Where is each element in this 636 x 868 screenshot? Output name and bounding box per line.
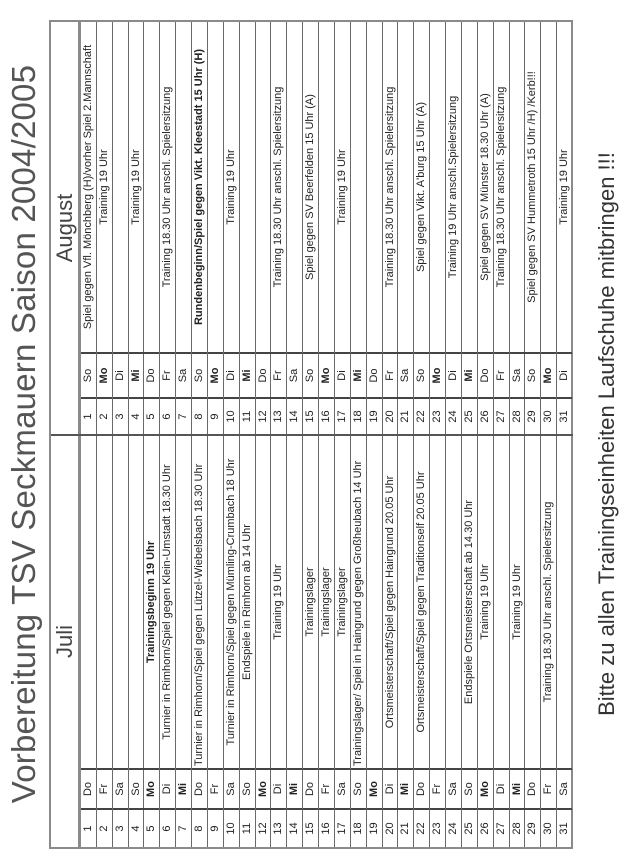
- day-number: 25: [462, 808, 477, 847]
- day-of-week: Do: [81, 768, 96, 808]
- day-of-week: Mi: [351, 352, 366, 397]
- day-of-week: Do: [303, 768, 318, 808]
- day-number: 9: [208, 808, 223, 847]
- month-juli: [51, 434, 573, 847]
- table-row: [478, 436, 494, 847]
- day-number: 3: [113, 397, 128, 434]
- day-number: 18: [351, 808, 366, 847]
- day-number: 20: [383, 397, 398, 434]
- event-text: [446, 436, 461, 768]
- event-text: Trainingslager: [304, 567, 317, 637]
- table-row: [113, 436, 129, 847]
- day-number: 5: [144, 397, 159, 434]
- event-text: Training 18.30 Uhr anschl. Spielersitzung: [272, 86, 285, 288]
- table-row: [525, 436, 541, 847]
- event-text: [144, 22, 159, 352]
- day-number: 16: [319, 808, 334, 847]
- day-of-week: So: [303, 352, 318, 397]
- event-text: Endspiele Ortsmeisterschaft ab 14.30 Uhr: [462, 499, 475, 705]
- event-text: Turnier in Rimhorn/Spiel gegen Klein-Umstadt 18.30 Uhr: [161, 464, 174, 740]
- event-text: Turnier in Rimhorn/Spiel gegen Lützel-Wiebelsbach 18.30 Uhr: [193, 463, 206, 766]
- table-row: [192, 22, 208, 434]
- table-row: [319, 436, 335, 847]
- day-number: 6: [160, 397, 175, 434]
- event-text: [398, 436, 413, 768]
- table-row: [367, 22, 383, 434]
- day-number: 30: [541, 397, 556, 434]
- event-text: [462, 22, 477, 352]
- day-number: 23: [430, 397, 445, 434]
- day-number: 11: [240, 808, 255, 847]
- day-number: 29: [525, 808, 540, 847]
- day-number: 28: [510, 397, 525, 434]
- event-text: Training 19 Uhr: [97, 149, 110, 225]
- event-text: [81, 436, 96, 768]
- day-of-week: Mi: [176, 768, 191, 808]
- day-number: 1: [81, 397, 96, 434]
- day-of-week: So: [240, 768, 255, 808]
- table-row: [144, 22, 160, 434]
- table-row: [510, 436, 526, 847]
- day-number: 18: [351, 397, 366, 434]
- day-number: 21: [398, 808, 413, 847]
- day-of-week: Mi: [129, 352, 144, 397]
- event-text: Trainingsbeginn 19 Uhr: [145, 540, 158, 664]
- rows-august: [81, 22, 573, 434]
- table-row: [319, 22, 335, 434]
- day-of-week: Do: [525, 768, 540, 808]
- event-text: [176, 436, 191, 768]
- table-row: [287, 436, 303, 847]
- event-text: [256, 22, 271, 352]
- table-row: [176, 22, 192, 434]
- day-number: 27: [494, 808, 509, 847]
- day-number: 24: [446, 808, 461, 847]
- day-of-week: So: [525, 352, 540, 397]
- table-row: [129, 22, 145, 434]
- event-text: Training 19 Uhr: [335, 149, 348, 225]
- table-row: [462, 436, 478, 847]
- event-text: [510, 22, 525, 352]
- table-row: [208, 436, 224, 847]
- event-text: Spiel gegen Vfl. Mönchberg (H)/vorher Spiel 2.Mannschaft: [82, 44, 94, 330]
- day-number: 2: [97, 808, 112, 847]
- day-number: 20: [383, 808, 398, 847]
- month-name: August: [52, 193, 77, 263]
- day-of-week: Do: [144, 352, 159, 397]
- event-text: Training 19 Uhr: [224, 149, 237, 225]
- day-of-week: Sa: [113, 768, 128, 808]
- day-number: 12: [256, 808, 271, 847]
- day-of-week: Mi: [287, 768, 302, 808]
- day-of-week: Mo: [144, 768, 159, 808]
- day-number: 21: [398, 397, 413, 434]
- table-row: [494, 22, 510, 434]
- table-row: [224, 22, 240, 434]
- day-of-week: So: [81, 352, 96, 397]
- day-number: 3: [113, 808, 128, 847]
- day-of-week: Fr: [160, 352, 175, 397]
- day-of-week: Sa: [287, 352, 302, 397]
- table-row: [398, 22, 414, 434]
- day-of-week: Fr: [430, 768, 445, 808]
- event-text: [176, 22, 191, 352]
- event-text: Training 18.30 Uhr anschl. Spielersitzung: [542, 501, 555, 703]
- day-of-week: Di: [446, 352, 461, 397]
- day-number: 10: [224, 397, 239, 434]
- day-number: 26: [478, 808, 493, 847]
- day-of-week: Mo: [430, 352, 445, 397]
- event-text: [525, 436, 540, 768]
- table-row: [271, 436, 287, 847]
- table-row: [271, 22, 287, 434]
- event-text: [256, 436, 271, 768]
- event-text: [129, 436, 144, 768]
- event-text: [430, 22, 445, 352]
- day-of-week: Sa: [335, 768, 350, 808]
- table-row: [510, 22, 526, 434]
- table-row: [430, 436, 446, 847]
- event-text: Training 19 Uhr: [478, 564, 491, 640]
- event-text: Training 19 Uhr: [558, 149, 571, 225]
- table-row: [414, 436, 430, 847]
- day-number: 22: [414, 808, 429, 847]
- day-of-week: Mo: [319, 352, 334, 397]
- day-of-week: So: [414, 352, 429, 397]
- event-text: [97, 436, 112, 768]
- table-row: [367, 436, 383, 847]
- day-of-week: Sa: [176, 352, 191, 397]
- table-row: [557, 436, 573, 847]
- day-number: 9: [208, 397, 223, 434]
- event-text: [287, 22, 302, 352]
- event-text: [494, 436, 509, 768]
- table-row: [541, 436, 557, 847]
- table-row: [81, 436, 97, 847]
- day-number: 1: [81, 808, 96, 847]
- day-of-week: Di: [557, 352, 572, 397]
- event-text: Trainingslager: [335, 567, 348, 637]
- schedule-table: [49, 20, 573, 849]
- event-text: Spiel gegen SV Beerfelden 15 Uhr (A): [304, 94, 317, 280]
- event-text: Trainingslager: [320, 567, 333, 637]
- day-of-week: Di: [160, 768, 175, 808]
- day-of-week: Di: [335, 352, 350, 397]
- event-text: [430, 436, 445, 768]
- day-number: 8: [192, 397, 207, 434]
- day-of-week: Mi: [240, 352, 255, 397]
- day-of-week: Fr: [208, 768, 223, 808]
- table-row: [176, 436, 192, 847]
- event-text: [240, 22, 255, 352]
- page-title: Vorbereitung TSV Seckmauern Saison 2004/2005: [5, 64, 42, 804]
- day-of-week: So: [129, 768, 144, 808]
- table-row: [160, 22, 176, 434]
- day-number: 17: [335, 808, 350, 847]
- day-of-week: Mo: [541, 352, 556, 397]
- day-of-week: Mo: [478, 768, 493, 808]
- day-of-week: Mi: [510, 768, 525, 808]
- table-row: [430, 22, 446, 434]
- table-row: [81, 22, 97, 434]
- table-row: [97, 22, 113, 434]
- table-row: [256, 22, 272, 434]
- day-of-week: Fr: [97, 768, 112, 808]
- day-number: 29: [525, 397, 540, 434]
- event-text: [367, 22, 382, 352]
- table-row: [256, 436, 272, 847]
- event-text: Rundenbeginn/Spiel gegen Vikt. Kleestadt 15 Uhr (H): [193, 48, 206, 326]
- event-text: [113, 22, 128, 352]
- day-of-week: Di: [224, 352, 239, 397]
- day-number: 10: [224, 808, 239, 847]
- event-text: Training 18.30 Uhr anschl. Spielersitzung: [161, 86, 174, 288]
- day-of-week: Fr: [271, 352, 286, 397]
- day-number: 6: [160, 808, 175, 847]
- day-number: 23: [430, 808, 445, 847]
- table-row: [303, 22, 319, 434]
- event-text: [367, 436, 382, 768]
- event-text: Spiel gegen Vikt. A'burg 15 Uhr (A): [415, 101, 428, 273]
- event-text: Training 18.30 Uhr anschl. Spielersitzung: [494, 86, 507, 288]
- day-of-week: Fr: [319, 768, 334, 808]
- table-row: [541, 22, 557, 434]
- day-of-week: Mo: [256, 768, 271, 808]
- event-text: Training 19 Uhr: [510, 564, 523, 640]
- month-august: [51, 22, 573, 434]
- day-of-week: Mo: [367, 768, 382, 808]
- day-of-week: Do: [478, 352, 493, 397]
- event-text: Spiel gegen SV Münster 18.30 Uhr (A): [478, 93, 491, 281]
- day-of-week: Do: [256, 352, 271, 397]
- event-text: Ortsmeisterschaft/Spiel gegen Traditionself 20.05 Uhr: [415, 471, 428, 733]
- rows-juli: [81, 436, 573, 847]
- day-of-week: Sa: [398, 352, 413, 397]
- event-text: Endspiele in Rimhorn ab 14 Uhr: [240, 524, 253, 680]
- event-text: Spiel gegen SV Hummetroth 15 Uhr /H) /Kerb!!!: [526, 71, 539, 303]
- day-number: 31: [557, 808, 572, 847]
- day-number: 30: [541, 808, 556, 847]
- day-number: 7: [176, 808, 191, 847]
- day-of-week: Sa: [224, 768, 239, 808]
- event-text: [557, 436, 572, 768]
- table-row: [398, 436, 414, 847]
- month-header-august: [51, 22, 81, 434]
- event-text: [541, 22, 556, 352]
- day-of-week: Fr: [541, 768, 556, 808]
- table-row: [287, 22, 303, 434]
- table-row: [224, 436, 240, 847]
- event-text: Training 19 Uhr anschl.Spielersitzung: [447, 95, 460, 279]
- table-row: [97, 436, 113, 847]
- event-text: [113, 436, 128, 768]
- day-number: 14: [287, 397, 302, 434]
- day-number: 27: [494, 397, 509, 434]
- day-of-week: Sa: [446, 768, 461, 808]
- table-row: [414, 22, 430, 434]
- day-of-week: Do: [367, 352, 382, 397]
- day-number: 11: [240, 397, 255, 434]
- day-of-week: So: [462, 768, 477, 808]
- day-number: 5: [144, 808, 159, 847]
- day-of-week: Fr: [494, 352, 509, 397]
- table-row: [351, 22, 367, 434]
- day-number: 19: [367, 397, 382, 434]
- table-row: [129, 436, 145, 847]
- event-text: Turnier in Rimhorn/Spiel gegen Mümling-Crumbach 18 Uhr: [224, 458, 237, 746]
- table-row: [351, 436, 367, 847]
- footer-note: Bitte zu allen Trainingseinheiten Laufschuhe mitbringen !!!: [594, 152, 619, 716]
- month-name: Juli: [52, 625, 77, 659]
- day-of-week: Mo: [208, 352, 223, 397]
- day-of-week: Mi: [462, 352, 477, 397]
- event-text: Training 18.30 Uhr anschl. Spielersitzung: [383, 86, 396, 288]
- event-text: Training 19 Uhr: [272, 564, 285, 640]
- table-row: [446, 436, 462, 847]
- day-number: 13: [271, 397, 286, 434]
- table-row: [240, 436, 256, 847]
- day-of-week: Do: [414, 768, 429, 808]
- day-of-week: Di: [494, 768, 509, 808]
- table-row: [335, 22, 351, 434]
- table-row: [208, 22, 224, 434]
- event-text: [398, 22, 413, 352]
- table-row: [240, 22, 256, 434]
- day-number: 17: [335, 397, 350, 434]
- day-of-week: Fr: [383, 352, 398, 397]
- event-text: [208, 22, 223, 352]
- table-row: [192, 436, 208, 847]
- day-number: 12: [256, 397, 271, 434]
- table-row: [383, 22, 399, 434]
- day-number: 4: [129, 808, 144, 847]
- table-row: [335, 436, 351, 847]
- day-number: 15: [303, 808, 318, 847]
- event-text: [319, 22, 334, 352]
- day-number: 26: [478, 397, 493, 434]
- day-number: 13: [271, 808, 286, 847]
- table-row: [446, 22, 462, 434]
- table-row: [160, 436, 176, 847]
- day-number: 8: [192, 808, 207, 847]
- day-number: 25: [462, 397, 477, 434]
- day-number: 28: [510, 808, 525, 847]
- table-row: [383, 436, 399, 847]
- day-number: 4: [129, 397, 144, 434]
- table-row: [144, 436, 160, 847]
- table-row: [494, 436, 510, 847]
- day-number: 7: [176, 397, 191, 434]
- day-of-week: Mi: [398, 768, 413, 808]
- month-header-juli: [51, 436, 81, 847]
- day-of-week: So: [192, 352, 207, 397]
- event-text: [208, 436, 223, 768]
- table-row: [303, 436, 319, 847]
- event-text: Trainingslager/ Spiel in Haingrund gegen Großheubach 14 Uhr: [351, 460, 364, 766]
- day-of-week: So: [351, 768, 366, 808]
- day-number: 16: [319, 397, 334, 434]
- day-of-week: Do: [192, 768, 207, 808]
- day-of-week: Mo: [97, 352, 112, 397]
- event-text: Training 19 Uhr: [129, 149, 142, 225]
- day-of-week: Di: [271, 768, 286, 808]
- day-number: 15: [303, 397, 318, 434]
- day-number: 24: [446, 397, 461, 434]
- event-text: [287, 436, 302, 768]
- day-of-week: Sa: [510, 352, 525, 397]
- table-row: [525, 22, 541, 434]
- table-row: [557, 22, 573, 434]
- day-number: 2: [97, 397, 112, 434]
- day-of-week: Sa: [557, 768, 572, 808]
- table-row: [462, 22, 478, 434]
- table-row: [478, 22, 494, 434]
- day-number: 22: [414, 397, 429, 434]
- event-text: Ortsmeisterschaft/Spiel gegen Haingrund 20.05 Uhr: [383, 475, 396, 729]
- day-of-week: Di: [113, 352, 128, 397]
- day-number: 19: [367, 808, 382, 847]
- day-of-week: Di: [383, 768, 398, 808]
- day-number: 14: [287, 808, 302, 847]
- table-row: [113, 22, 129, 434]
- day-number: 31: [557, 397, 572, 434]
- event-text: [351, 22, 366, 352]
